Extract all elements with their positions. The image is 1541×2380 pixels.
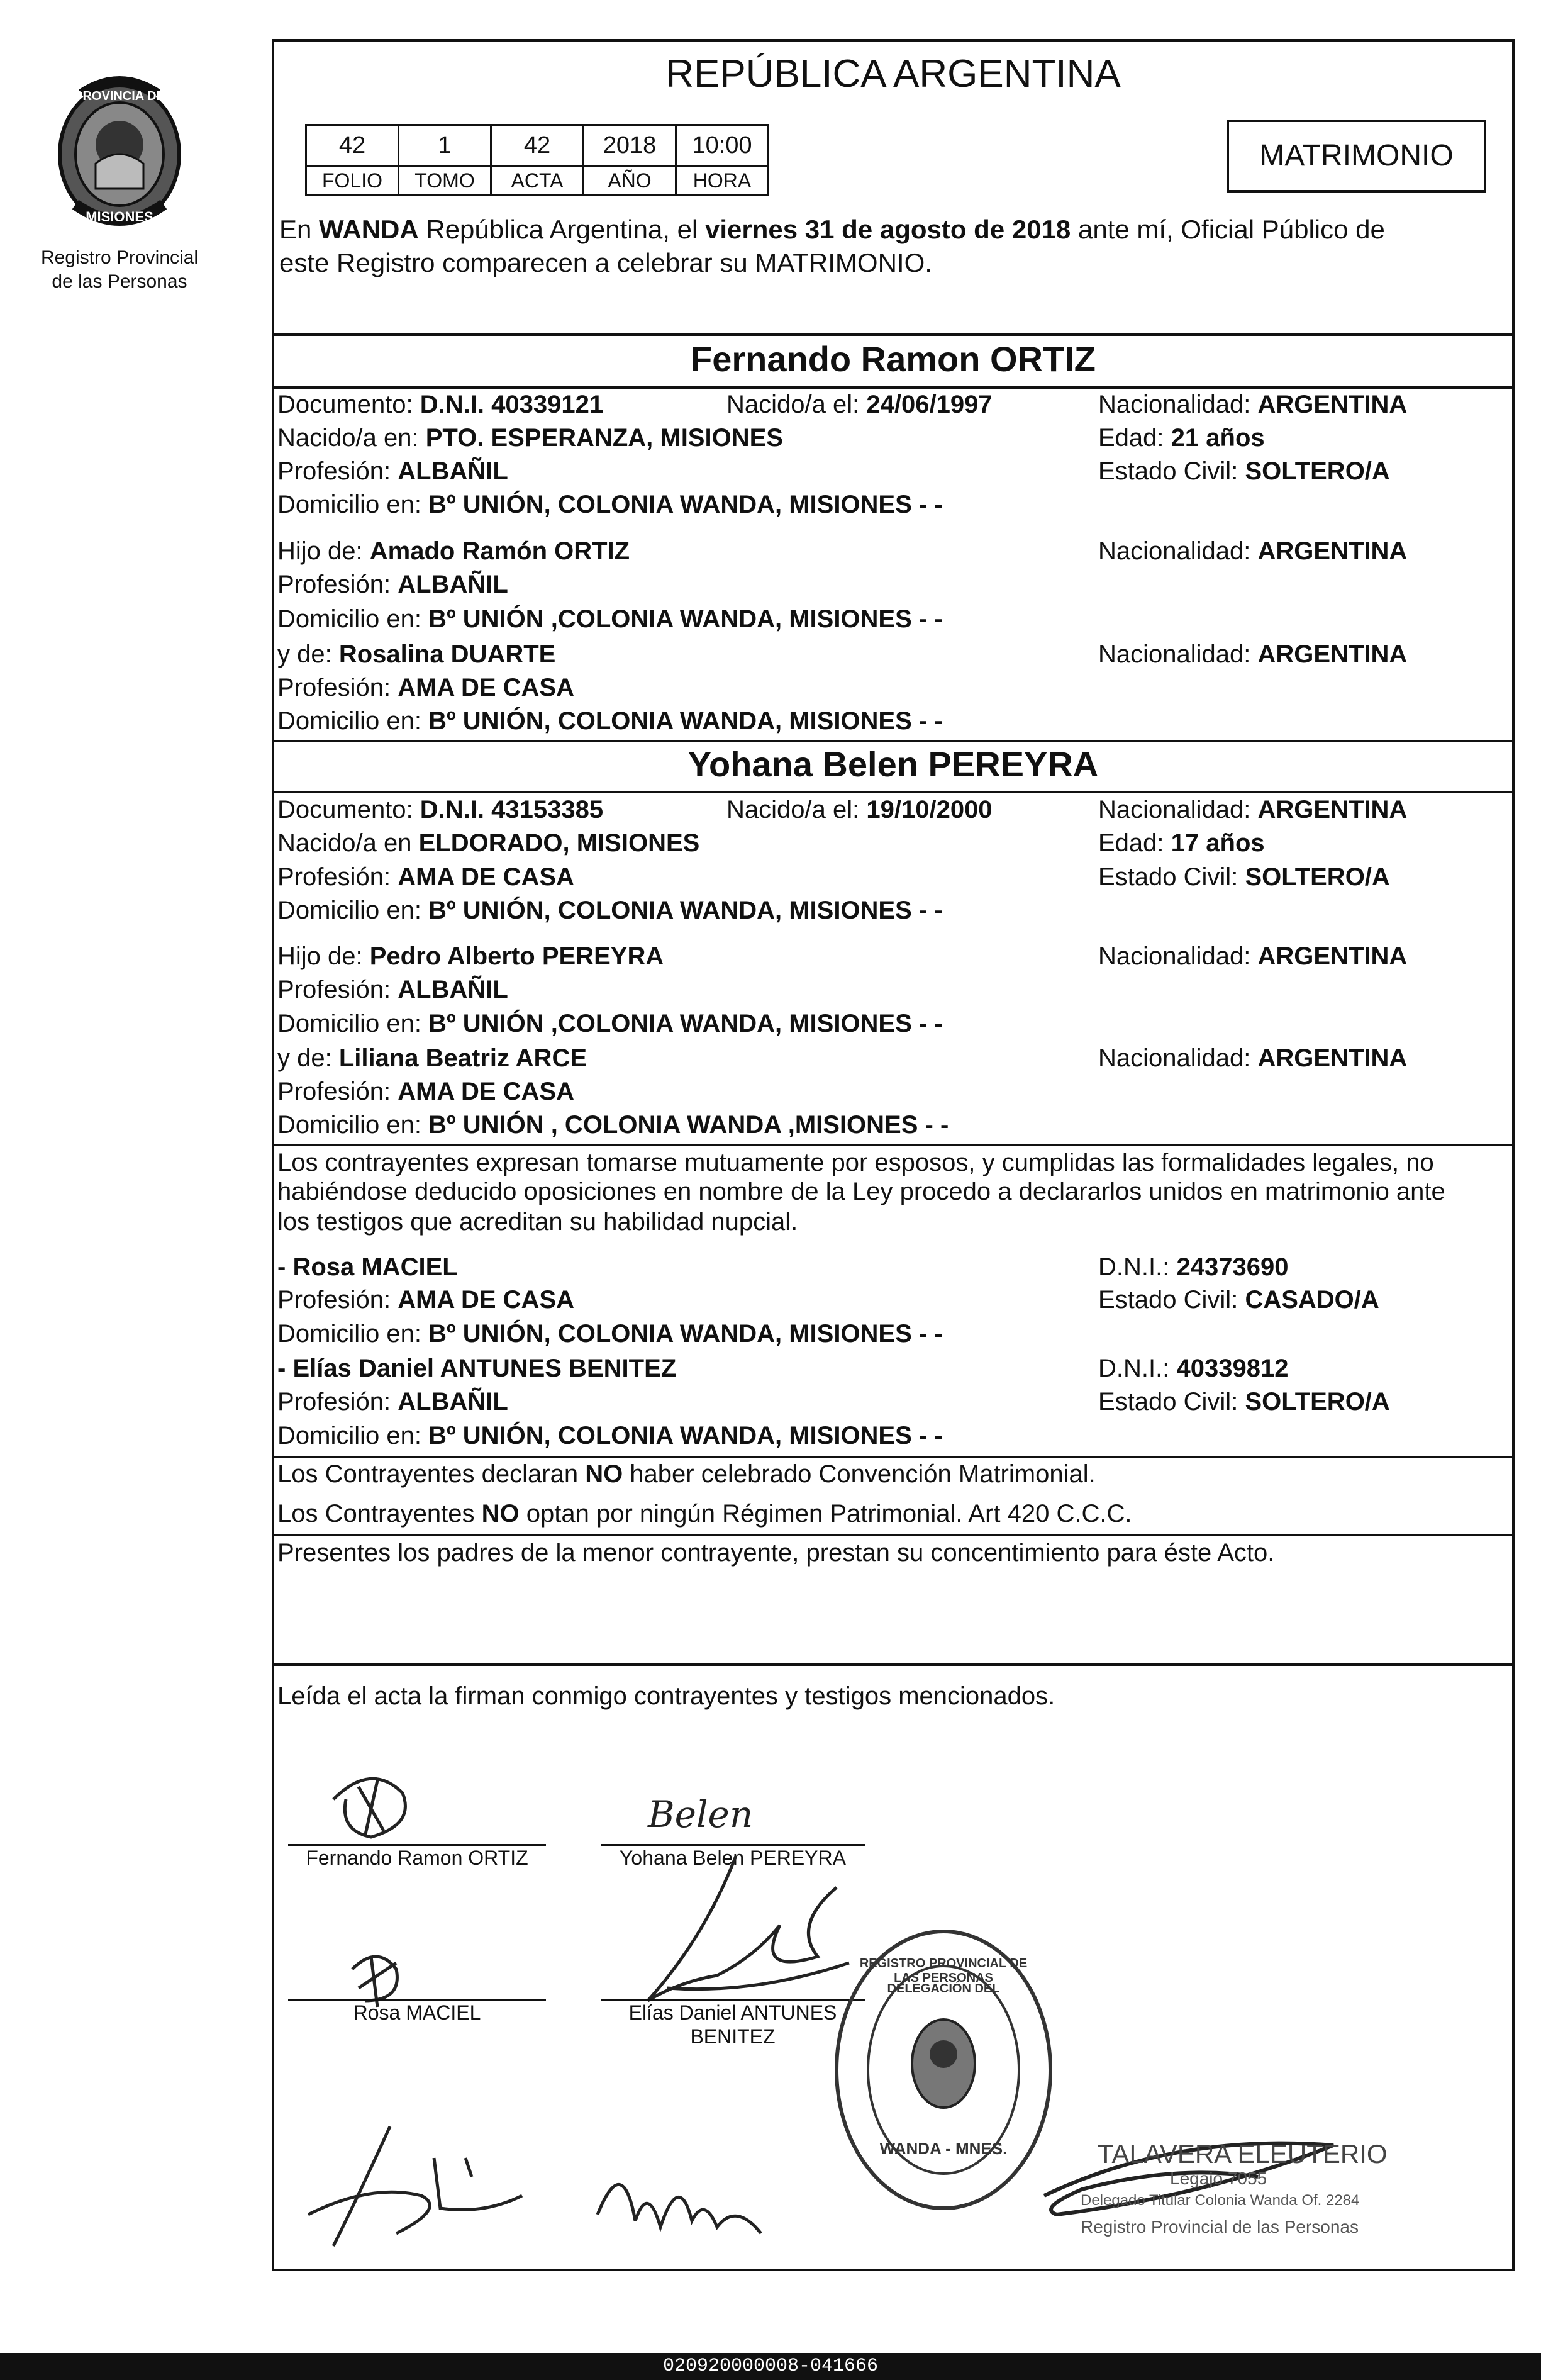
intro-line-1: En WANDA República Argentina, el viernes 31 de agosto de 2018 ante mí, Oficial Público de	[279, 215, 1385, 244]
divider	[274, 333, 1512, 336]
groom-name-heading: Fernando Ramon ORTIZ	[691, 339, 1096, 379]
groom-nationality: Nacionalidad: ARGENTINA	[1098, 391, 1408, 418]
regime-clause: Los Contrayentes NO optan por ningún Régimen Patrimonial. Art 420 C.C.C.	[277, 1500, 1132, 1528]
bride-signature-line	[601, 1844, 865, 1846]
registry-table	[305, 124, 769, 196]
witness1-name: - Rosa MACIEL	[277, 1253, 458, 1281]
convention-clause: Los Contrayentes declaran NO haber celebrado Convención Matrimonial.	[277, 1460, 1096, 1488]
bride-mother: y de: Liliana Beatriz ARCE	[277, 1044, 587, 1072]
groom-document: Documento: D.N.I. 40339121	[277, 391, 604, 418]
bride-handwritten-signature: Belen	[648, 1793, 754, 1836]
witness2-name: - Elías Daniel ANTUNES BENITEZ	[277, 1355, 677, 1382]
groom-father-nationality: Nacionalidad: ARGENTINA	[1098, 537, 1408, 565]
bride-father: Hijo de: Pedro Alberto PEREYRA	[277, 942, 664, 970]
seal-inner-text: DELEGACIÓN DEL	[887, 1982, 1000, 1996]
witness2-profession: Profesión: ALBAÑIL	[277, 1388, 508, 1416]
groom-mother-address: Domicilio en: Bº UNIÓN, COLONIA WANDA, MISIONES - -	[277, 707, 943, 735]
groom-address: Domicilio en: Bº UNIÓN, COLONIA WANDA, MISIONES - -	[277, 491, 943, 518]
witness2-signature-name-1: Elías Daniel ANTUNES	[628, 2001, 837, 2024]
witness2-signature-name-2: BENITEZ	[690, 2025, 776, 2048]
seal-ring-top-text: PROVINCIA DE	[74, 89, 165, 103]
acta-value: 42	[491, 125, 584, 166]
logo-caption-1: Registro Provincial	[40, 247, 199, 268]
groom-age: Edad: 21 años	[1098, 424, 1265, 452]
bride-birth-date: Nacido/a el: 19/10/2000	[726, 796, 993, 824]
bride-signature-name: Yohana Belen PEREYRA	[620, 1846, 846, 1869]
groom-father-profession: Profesión: ALBAÑIL	[277, 571, 508, 598]
declaration-line-2: habiéndose deducido oposiciones en nombre de la Ley procedo a declararlos unidos en matrimonio ante	[277, 1178, 1445, 1205]
closing-statement: Leída el acta la firman conmigo contrayentes y testigos mencionados.	[277, 1682, 1055, 1710]
bride-father-nationality: Nacionalidad: ARGENTINA	[1098, 942, 1408, 970]
document-code-footer: 020920000008-041666	[0, 2353, 1541, 2380]
year-value: 2018	[584, 125, 676, 166]
witness1-signature-line	[288, 1999, 546, 2001]
groom-mother-profession: Profesión: AMA DE CASA	[277, 674, 574, 701]
groom-father-address: Domicilio en: Bº UNIÓN ,COLONIA WANDA, MISIONES - -	[277, 605, 943, 633]
year-label: AÑO	[584, 166, 676, 196]
seal-ring-text: REGISTRO PROVINCIAL DE LAS PERSONAS	[859, 1957, 1028, 1985]
bride-address: Domicilio en: Bº UNIÓN, COLONIA WANDA, MISIONES - -	[277, 897, 943, 924]
witness2-signature-icon	[629, 1850, 855, 2013]
witness1-civil-status: Estado Civil: CASADO/A	[1098, 1286, 1379, 1314]
handwritten-signature-icon	[585, 2145, 774, 2252]
bride-civil-status: Estado Civil: SOLTERO/A	[1098, 863, 1390, 891]
groom-birth-date: Nacido/a el: 24/06/1997	[726, 391, 993, 418]
folio-label: FOLIO	[306, 166, 399, 196]
registry-logo	[38, 69, 201, 239]
hour-label: HORA	[676, 166, 769, 196]
groom-mother-nationality: Nacionalidad: ARGENTINA	[1098, 640, 1408, 668]
bride-father-profession: Profesión: ALBAÑIL	[277, 976, 508, 1003]
intro-line-2: este Registro comparecen a celebrar su MATRIMONIO.	[279, 248, 932, 277]
witness2-address: Domicilio en: Bº UNIÓN, COLONIA WANDA, MISIONES - -	[277, 1422, 943, 1450]
divider	[274, 740, 1512, 742]
groom-birthplace: Nacido/a en: PTO. ESPERANZA, MISIONES	[277, 424, 783, 452]
witness2-civil-status: Estado Civil: SOLTERO/A	[1098, 1388, 1390, 1416]
groom-profession: Profesión: ALBAÑIL	[277, 457, 508, 485]
bride-nationality: Nacionalidad: ARGENTINA	[1098, 796, 1408, 824]
bride-name-heading: Yohana Belen PEREYRA	[687, 744, 1099, 784]
seal-ring-bottom-text: MISIONES	[86, 209, 153, 225]
intro-date: viernes 31 de agosto de 2018	[705, 215, 1071, 244]
bride-birthplace: Nacido/a en ELDORADO, MISIONES	[277, 829, 700, 857]
logo-caption-2: de las Personas	[52, 271, 187, 292]
witness1-dni: D.N.I.: 24373690	[1098, 1253, 1289, 1281]
bride-mother-address: Domicilio en: Bº UNIÓN , COLONIA WANDA ,MISIONES - -	[277, 1111, 949, 1139]
page-title: REPÚBLICA ARGENTINA	[665, 52, 1121, 96]
groom-signature-name: Fernando Ramon ORTIZ	[306, 1846, 528, 1869]
official-name: TALAVERA ELEUTERIO	[1098, 2139, 1388, 2169]
divider	[274, 1663, 1512, 1666]
official-registry: Registro Provincial de las Personas	[1081, 2217, 1359, 2237]
intro-place: WANDA	[319, 215, 419, 244]
seal-bottom-text: WANDA - MNES.	[879, 2139, 1008, 2158]
acta-label: ACTA	[491, 166, 584, 196]
hour-value: 10:00	[676, 125, 769, 166]
groom-father: Hijo de: Amado Ramón ORTIZ	[277, 537, 630, 565]
declaration-line-3: los testigos que acreditan su habilidad nupcial.	[277, 1208, 798, 1236]
declaration-line-1: Los contrayentes expresan tomarse mutuamente por esposos, y cumplidas las formalidades legales, no	[277, 1149, 1434, 1176]
bride-mother-nationality: Nacionalidad: ARGENTINA	[1098, 1044, 1408, 1072]
observations: Presentes los padres de la menor contrayente, prestan su concentimiento para éste Acto.	[277, 1539, 1275, 1567]
folio-value: 42	[306, 125, 399, 166]
groom-signature-line	[288, 1844, 546, 1846]
tomo-value: 1	[399, 125, 491, 166]
witness2-signature-line	[601, 1999, 865, 2001]
bride-mother-profession: Profesión: AMA DE CASA	[277, 1078, 574, 1105]
tomo-label: TOMO	[399, 166, 491, 196]
bride-profession: Profesión: AMA DE CASA	[277, 863, 574, 891]
witness1-signature-name: Rosa MACIEL	[353, 2001, 481, 2024]
witness1-profession: Profesión: AMA DE CASA	[277, 1286, 574, 1314]
bride-age: Edad: 17 años	[1098, 829, 1265, 857]
groom-civil-status: Estado Civil: SOLTERO/A	[1098, 457, 1390, 485]
official-legajo: Legajo 7055	[1170, 2169, 1267, 2188]
bride-document: Documento: D.N.I. 43153385	[277, 796, 604, 824]
witness2-dni: D.N.I.: 40339812	[1098, 1355, 1289, 1382]
groom-signature-icon	[321, 1762, 421, 1850]
document-type-box: MATRIMONIO	[1227, 120, 1486, 193]
bride-father-address: Domicilio en: Bº UNIÓN ,COLONIA WANDA, MISIONES - -	[277, 1010, 943, 1037]
official-role: Delegado Titular Colonia Wanda Of. 2284	[1081, 2192, 1360, 2209]
groom-mother: y de: Rosalina DUARTE	[277, 640, 556, 668]
witness1-address: Domicilio en: Bº UNIÓN, COLONIA WANDA, MISIONES - -	[277, 1320, 943, 1348]
official-initial-signature-icon	[296, 2120, 535, 2265]
